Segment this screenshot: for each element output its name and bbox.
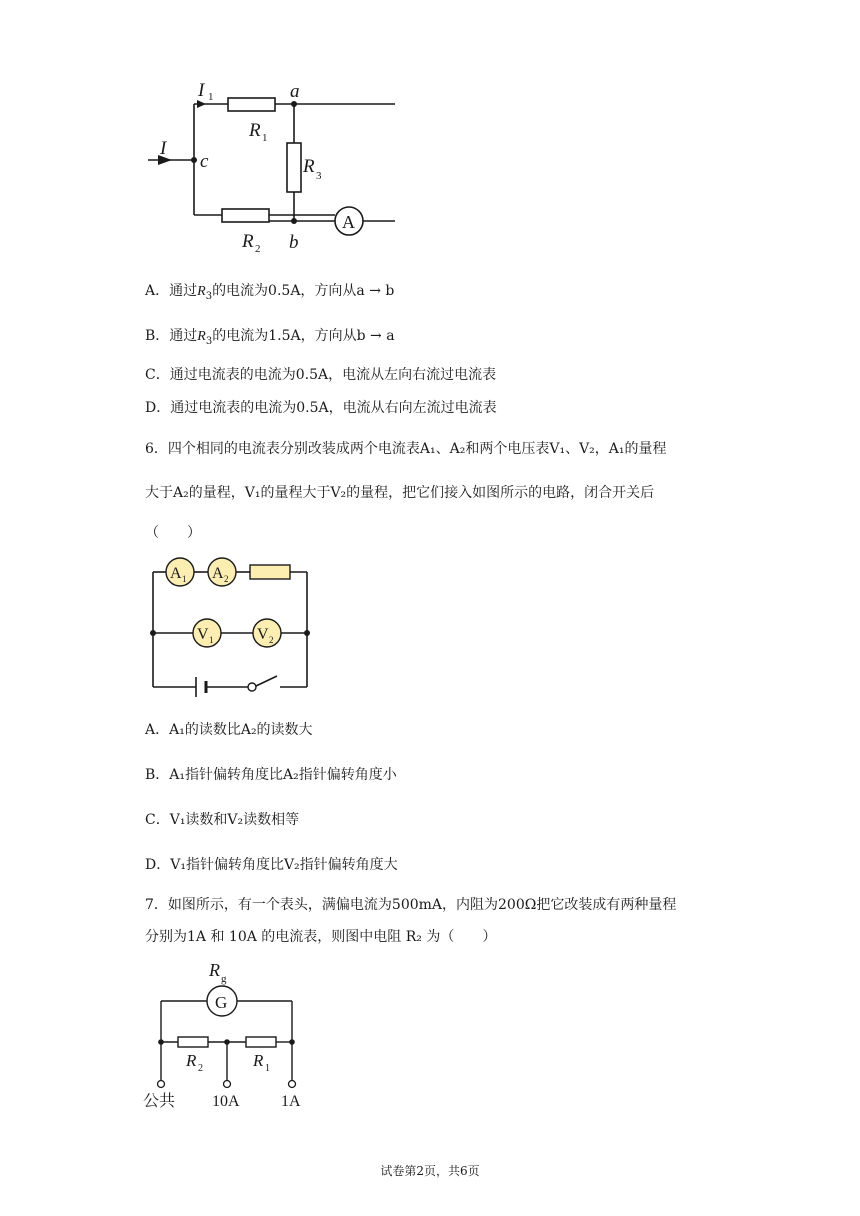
label-b: b [289,232,299,253]
meter-v2-label: V [257,626,269,643]
meter-a2-label: A [212,565,224,582]
q7-stem-line2: 分别为1A 和 10A 的电流表，则图中电阻 R₂ 为（ ） [145,929,497,945]
label-c: c [200,151,209,172]
q6-option-d: D．V₁指针偏转角度比V₂指针偏转角度大 [145,857,398,873]
galvanometer-label: G [215,993,228,1012]
meter-v1-label: V [197,626,209,643]
label-Rg-sub: g [221,973,227,985]
meter-v2-sub: 2 [269,635,274,645]
terminal-common: 公共 [143,1091,176,1110]
q5-option-b: B．通过$R_3$的电流为1.5A，方向从b → a [145,328,395,347]
meter-a2-sub: 2 [224,574,229,584]
label-R2-sub: 2 [198,1063,203,1074]
label-R2: R [242,231,254,252]
label-R2: R [186,1051,197,1070]
q5-option-c: C．通过电流表的电流为0.5A，电流从左向右流过电流表 [145,367,497,383]
label-R1-sub: 1 [265,1063,270,1074]
terminal-10A: 10A [212,1093,240,1110]
label-R3: R [303,156,315,177]
q5-option-d: D．通过电流表的电流为0.5A，电流从右向左流过电流表 [145,400,497,416]
ammeter-label: A [342,212,355,232]
q7-stem-line1: 7．如图所示，有一个表头，满偏电流为500mA，内阻为200Ω把它改装成有两种量程 [145,897,677,913]
label-I1-sub: 1 [208,91,214,103]
label-R2-sub: 2 [255,243,261,255]
q6-stem-line1: 6．四个相同的电流表分别改装成两个电流表A₁、A₂和两个电压表V₁、V₂，A₁的量程 [145,441,667,457]
meter-a1-sub: 1 [182,574,187,584]
label-R1: R [253,1051,264,1070]
page-footer: 试卷第2页，共6页 [380,1164,480,1178]
label-Rg: R [209,960,220,980]
label-R1-sub: 1 [262,132,268,144]
meter-a1-label: A [170,565,182,582]
label-I: I [160,138,167,159]
q6-option-a: A．A₁的读数比A₂的读数大 [145,722,313,738]
q5-option-a: A．通过$R_3$的电流为0.5A，方向从a → b [145,283,395,302]
label-R1: R [249,120,261,141]
label-I1: I [198,80,205,101]
meter-v1-sub: 1 [209,635,214,645]
label-R3-sub: 3 [316,170,322,182]
q6-option-c: C．V₁读数和V₂读数相等 [145,812,300,828]
q6-stem-line3: （ ） [145,525,201,541]
label-a: a [290,81,300,102]
terminal-1A: 1A [281,1093,301,1110]
q6-stem-line2: 大于A₂的量程，V₁的量程大于V₂的量程，把它们接入如图所示的电路，闭合开关后 [145,485,655,501]
q6-option-b: B．A₁指针偏转角度比A₂指针偏转角度小 [145,767,397,783]
